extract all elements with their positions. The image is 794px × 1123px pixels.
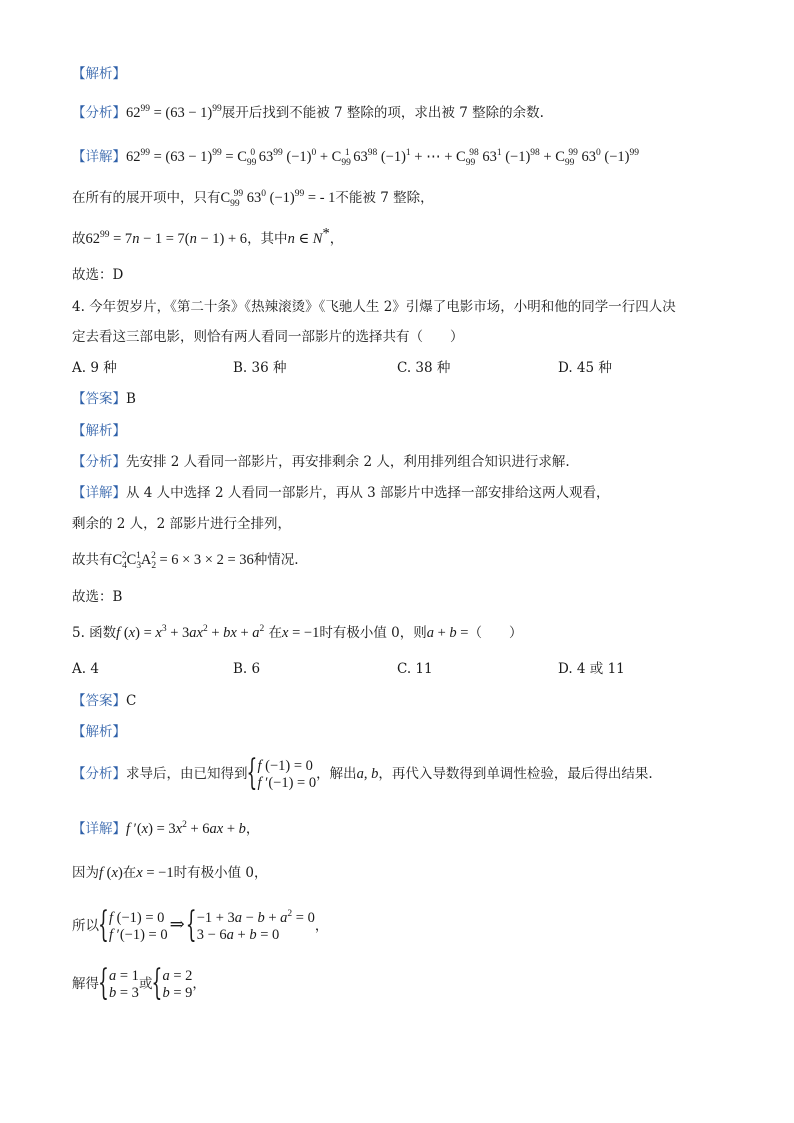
q5-option-c: C. 11 xyxy=(397,661,433,677)
q3-choice: 故选：D xyxy=(72,267,124,283)
q4-option-d: D. 45 种 xyxy=(558,360,612,376)
q4-stem-line-1: 4. 今年贺岁片，《第二十条》《热辣滚烫》《飞驰人生 2》引爆了电影市场，小明和他的同学一行四人决 xyxy=(72,299,676,315)
q4-answer-value: B xyxy=(126,391,136,407)
q5-fenxi-system: { f (−1) = 0 f ′(−1) = 0 xyxy=(248,758,317,792)
q5-solution-line: 解得 { a = 1 b = 3 或 { a = 2 b = 9 ， xyxy=(72,966,206,1002)
q5-solution-2: { a = 2 b = 9 xyxy=(152,968,192,1002)
q5-because-line: 因为f (x)在x = −1时有极小值 0， xyxy=(72,865,268,881)
q5-answer-value: C xyxy=(126,693,137,709)
q4-choice: 故选：B xyxy=(72,589,123,605)
q4-detail-line: 【详解】从 4 人中选择 2 人看同一部影片，再从 3 部影片中选择一部安排给这两人观看， xyxy=(72,485,610,501)
q4-option-a: A. 9 种 xyxy=(72,360,117,376)
q4-fenxi-line: 【分析】先安排 2 人看同一部影片，再安排剩余 2 人，利用排列组合知识进行求解. xyxy=(72,454,570,470)
q5-system-line: 所以 { f (−1) = 0 f ′(−1) = 0 ⇒ { $-1 + 3a - b + a^2 = 0$ 3 − 6a + b = 0 ， xyxy=(72,906,328,944)
q5-equation-system: { $-1 + 3a - b + a^2 = 0$ 3 − 6a + b = 0 xyxy=(187,910,315,944)
q3-detail-expansion: 【详解】$62^{99} = (63 - 1)^{99} = C_{99}^0$ $63^{99}$ $(-1)^0 + C_{99}^1$ $63^{98}$ $(-1)^1$ + ⋯ + $C_{99}^{98}$ $63^1$ $(-1)^{98} + C_{99}^{99}$ $63^0$ $(-1)^{99}$ xyxy=(72,148,639,168)
q3-analysis-line: 【分析】$62^{99} = (63 - 1)^{99}$展开后找到不能被 7 整除的项，求出被 7 整除的余数. xyxy=(72,104,544,121)
analysis-heading: 【解析】 xyxy=(72,66,126,82)
q5-detail-line: 【详解】f $'(x) = 3x^2 + 6ax + b$， xyxy=(72,820,260,837)
q4-analysis-heading: 【解析】 xyxy=(72,423,126,439)
q4-answer-line: 【答案】B xyxy=(72,391,136,407)
q3-conclusion-line: 故$62^{99} = 7n - 1 = 7(n - 1) + 6$，其中n ∈ N*， xyxy=(72,225,344,247)
q5-analysis-heading: 【解析】 xyxy=(72,724,126,740)
q4-option-b: B. 36 种 xyxy=(233,360,287,376)
q4-stem-line-2: 定去看这三部电影，则恰有两人看同一部影片的选择共有（ ） xyxy=(72,329,464,345)
q5-solution-1: { a = 1 b = 3 xyxy=(99,968,139,1002)
q5-option-b: B. 6 xyxy=(233,661,261,677)
q4-detail-line-2: 剩余的 2 人，2 部影片进行全排列， xyxy=(72,516,292,532)
q5-condition-system: { f (−1) = 0 f ′(−1) = 0 xyxy=(99,910,168,944)
q5-option-a: A. 4 xyxy=(72,661,99,677)
q5-fenxi-line: 【分析】求导后，由已知得到 { f (−1) = 0 f ′(−1) = 0 ，解出a, b，再代入导数得到单调性检验，最后得出结果. xyxy=(72,757,653,792)
q4-total-line: 故共有$C_4^2C_3^1A_2^2 = 6 \times 3 \times 2 = 36$种情况. xyxy=(72,551,299,571)
q5-stem: 5. 函数f $(x) = x^3 + 3ax^2$ + bx + $a^2$ 在x = −1时有极小值 0，则a + b =（ ） xyxy=(72,624,523,641)
q3-terms-line: 在所有的展开项中，只有$C_{99}^{99}$ $63^0$ $(-1)^{99}$ = - 1不能被 7 整除， xyxy=(72,189,434,209)
q5-option-d: D. 4 或 11 xyxy=(558,661,625,677)
q5-answer-line: 【答案】C xyxy=(72,693,137,709)
q4-option-c: C. 38 种 xyxy=(397,360,451,376)
